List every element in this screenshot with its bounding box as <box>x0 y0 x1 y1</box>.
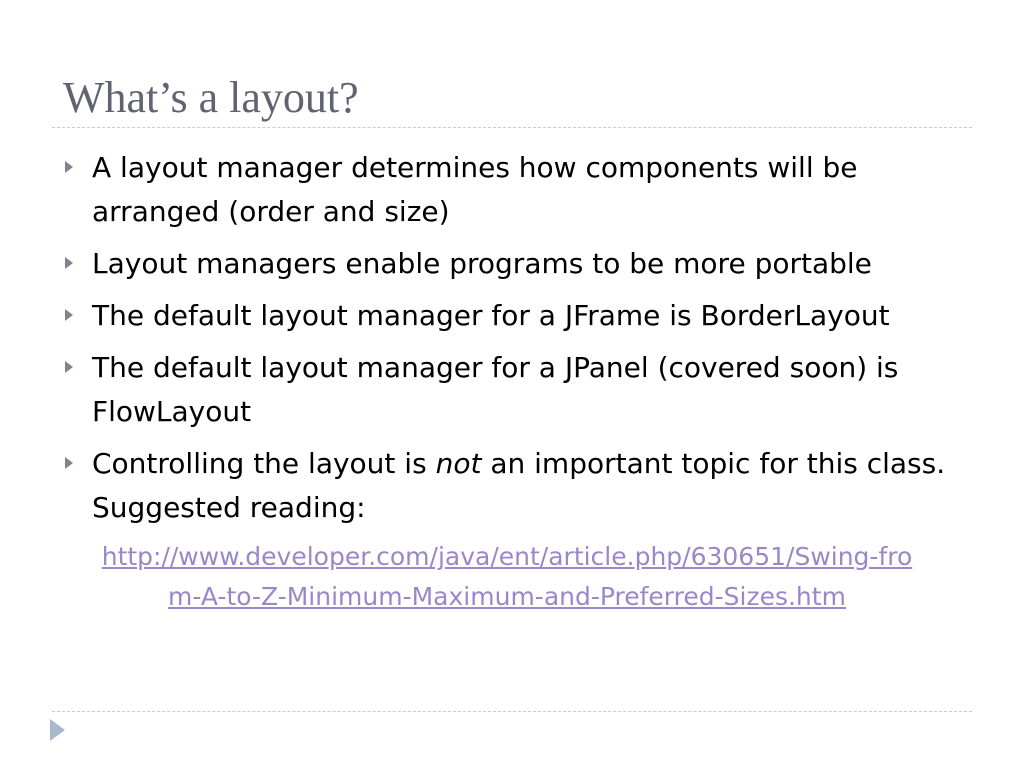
next-slide-arrow-icon[interactable] <box>50 719 65 741</box>
bullet-list <box>62 146 962 530</box>
slide-content <box>62 146 962 617</box>
bullet-item <box>62 294 962 338</box>
bullet-text: The default layout manager for a JPanel (covered soon) is FlowLayout <box>92 351 899 428</box>
bullet-text: A layout manager determines how components will be arranged (order and size) <box>92 151 858 228</box>
bullet-item <box>62 346 962 434</box>
reading-link-block <box>62 537 962 617</box>
bullet-text: Layout managers enable programs to be more portable <box>92 247 872 280</box>
bullet-text-before: Controlling the layout is <box>92 447 436 480</box>
bullet-text: The default layout manager for a JFrame is BorderLayout <box>92 299 890 332</box>
triangle-bullet-icon <box>65 457 73 469</box>
triangle-bullet-icon <box>65 309 73 321</box>
bullet-item <box>62 442 962 530</box>
slide-title: What’s a layout? <box>63 73 359 122</box>
bullet-item <box>62 242 962 286</box>
bullet-text-after: an important topic for this class. Suggested reading: <box>92 447 946 524</box>
title-divider <box>52 127 972 128</box>
triangle-bullet-icon <box>65 161 73 173</box>
footer-divider <box>52 711 972 712</box>
triangle-bullet-icon <box>65 257 73 269</box>
bullet-emphasis: not <box>435 447 482 480</box>
triangle-bullet-icon <box>65 361 73 373</box>
bullet-item <box>62 146 962 234</box>
suggested-reading-link[interactable]: http://www.developer.com/java/ent/article.php/630651/Swing-from-A-to-Z-Minimum-Maximum-and-Preferred-Sizes.htm <box>101 542 913 611</box>
